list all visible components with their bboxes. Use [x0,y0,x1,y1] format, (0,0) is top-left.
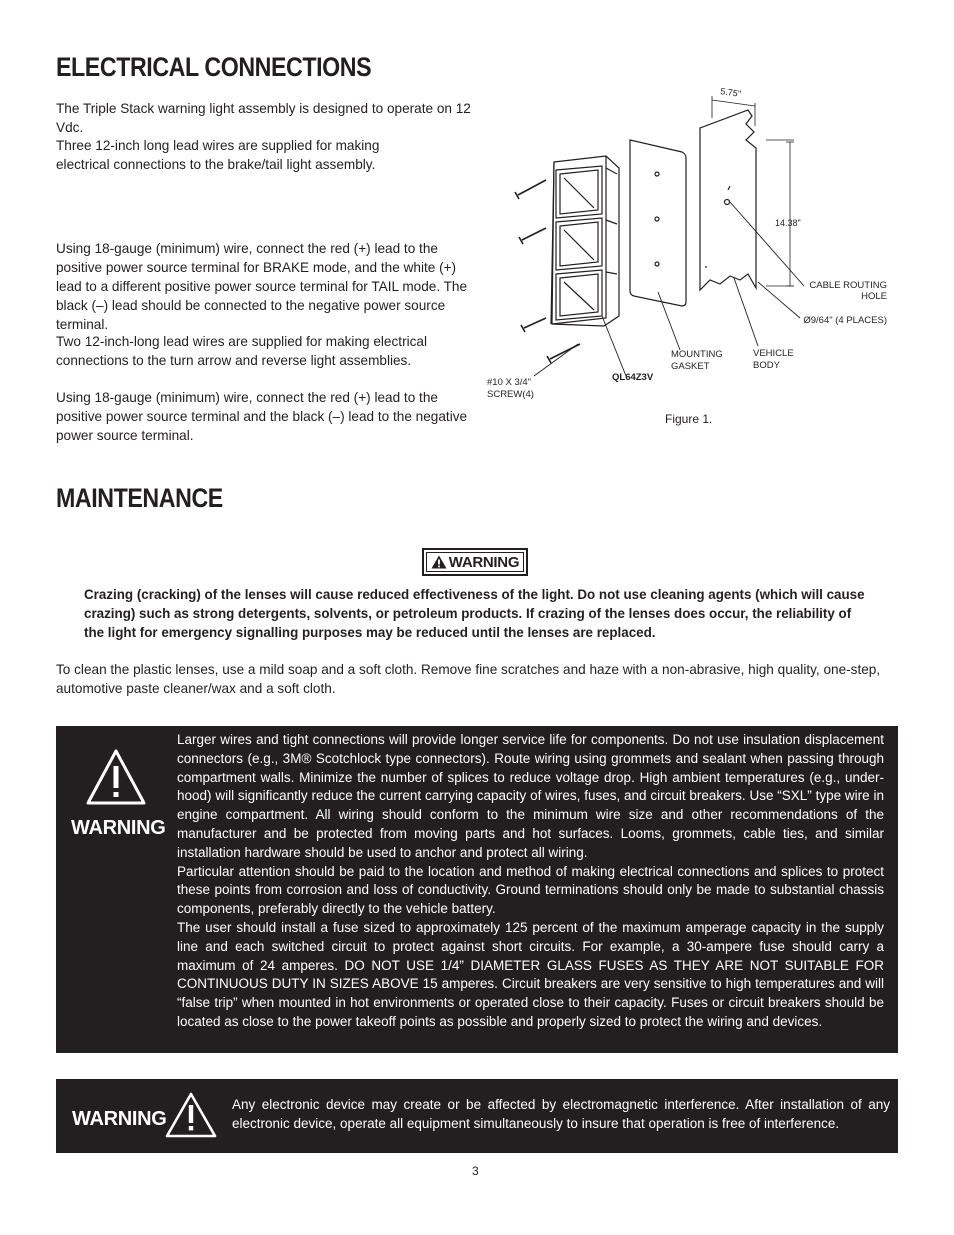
electrical-paragraph-1: The Triple Stack warning light assembly is designed to operate on 12 Vdc. [56,101,471,135]
emi-warning-label: WARNING [72,1108,167,1130]
dimension-lines [712,96,794,286]
mounting-gasket-drawing [630,140,686,306]
light-assembly-drawing [551,156,619,326]
vehicle-body-drawing [700,110,756,290]
section-title-electrical: ELECTRICAL CONNECTIONS [56,52,372,82]
warning-triangle-icon [164,1091,218,1139]
electrical-paragraph-3: Using 18-gauge (minimum) wire, connect the red (+) lead to the positive power source terminal for BRAKE mode, and the white (+) lead to a different positive power source terminal for TAIL mode. The black (–) lead should be connected to the negative power source terminal. [56,241,468,332]
page-number: 3 [472,1164,479,1178]
screw-label-line1: #10 X 3/4" [487,377,532,388]
screw-icons [515,180,580,363]
cable-routing-label-line1: CABLE ROUTING [809,280,887,291]
screw-label-line2: SCREW(4) [487,389,534,400]
wiring-warning-box [56,726,898,1053]
emi-warning-box [56,1079,898,1153]
mounting-gasket-label-line1: MOUNTING [671,349,723,360]
wiring-warning-text [177,731,884,1032]
wiring-warning-label: WARNING [71,817,166,839]
hole-size-label: Ø9/64" (4 PLACES) [803,315,887,326]
cleaning-instructions: To clean the plastic lenses, use a mild soap and a soft cloth. Remove fine scratches and haze with a non-abrasive, high quality, one-step, automotive paste cleaner/wax and a soft cloth. [56,662,881,696]
cable-routing-label-line2: HOLE [861,291,887,302]
mounting-gasket-label-line2: GASKET [671,361,710,372]
section-title-maintenance: MAINTENANCE [56,483,223,513]
figure-caption: Figure 1. [665,412,713,426]
dimension-width-label: 5.75" [719,86,742,99]
part-number-label: QL64Z3V [612,372,654,383]
warning-badge-label: WARNING [448,553,520,571]
wiring-warning-paragraph-3: The user should install a fuse sized to approximately 125 percent of the maximum amperage capacity in the supply line and each switched circuit to protect against short circuits. For example, a 30-ampere fuse should carry a maximum of 24 amperes. DO NOT USE 1/4” DIAMETER GLASS FUSES AS THEY ARE NOT SUITABLE FOR CONTINUOUS DUTY IN SIZES ABOVE 15 amperes. Circuit breakers are very sensitive to high temperatures and will “false trip” when mounted in hot environments or operated close to their capacity. Fuses or circuit breakers should be located as close to the power takeoff points as possible and properly sized to protect the wiring and devices. [177,919,884,1029]
vehicle-body-label-line1: VEHICLE [753,348,794,359]
figure-exploded-mount-diagram [484,78,904,438]
emi-warning-text: Any electronic device may create or be affected by electromagnetic interference. After installation of any electronic device, operate all equipment simultaneously to insure that operation is free of interference. [232,1097,890,1131]
warning-triangle-icon [85,748,147,806]
warning-badge [422,548,528,576]
vehicle-body-label-line2: BODY [753,360,780,371]
wiring-warning-paragraph-1: Larger wires and tight connections will provide longer service life for components. Do not use insulation displacement connectors (e.g., 3M® Scotchlock type connectors). Route wiring using grommets and sealant when passing through compartment walls. Minimize the number of splices to reduce voltage drop. High ambient temperatures (e.g., under-hood) will significantly reduce the current carrying capacity of wires, fuses, and circuit breakers. Use “SXL” type wire in engine compartment. All wiring should conform to the minimum wire size and other recommendations of the manufacturer and be protected from moving parts and hot surfaces. Looms, grommets, cable ties, and similar installation hardware should be used to anchor and protect all wiring. [177,732,884,860]
warning-triangle-icon [431,555,447,569]
electrical-paragraph-4: Two 12-inch-long lead wires are supplied for making electrical connections to the turn arrow and reverse light assemblies. [56,334,427,368]
electrical-paragraph-5: Using 18-gauge (minimum) wire, connect the red (+) lead to the positive power source terminal and the black (–) lead to the negative power source terminal. [56,390,468,443]
electrical-paragraph-2: Three 12-inch long lead wires are supplied for making electrical connections to the brake/tail light assembly. [56,138,380,172]
crazing-warning-text: Crazing (cracking) of the lenses will cause reduced effectiveness of the light. Do not use cleaning agents (which will cause crazing) such as strong detergents, solvents, or petroleum products. If crazing of the lenses does occur, the reliability of the light for emergency signalling purposes may be reduced until the lenses are replaced. [84,587,865,640]
wiring-warning-paragraph-2: Particular attention should be paid to the location and method of making electrical connections and splices to protect these points from corrosion and loss of conductivity. Ground terminations should only be made to substantial chassis components, preferably directly to the vehicle battery. [177,863,884,917]
dimension-height-label: 14.38" [775,218,801,228]
